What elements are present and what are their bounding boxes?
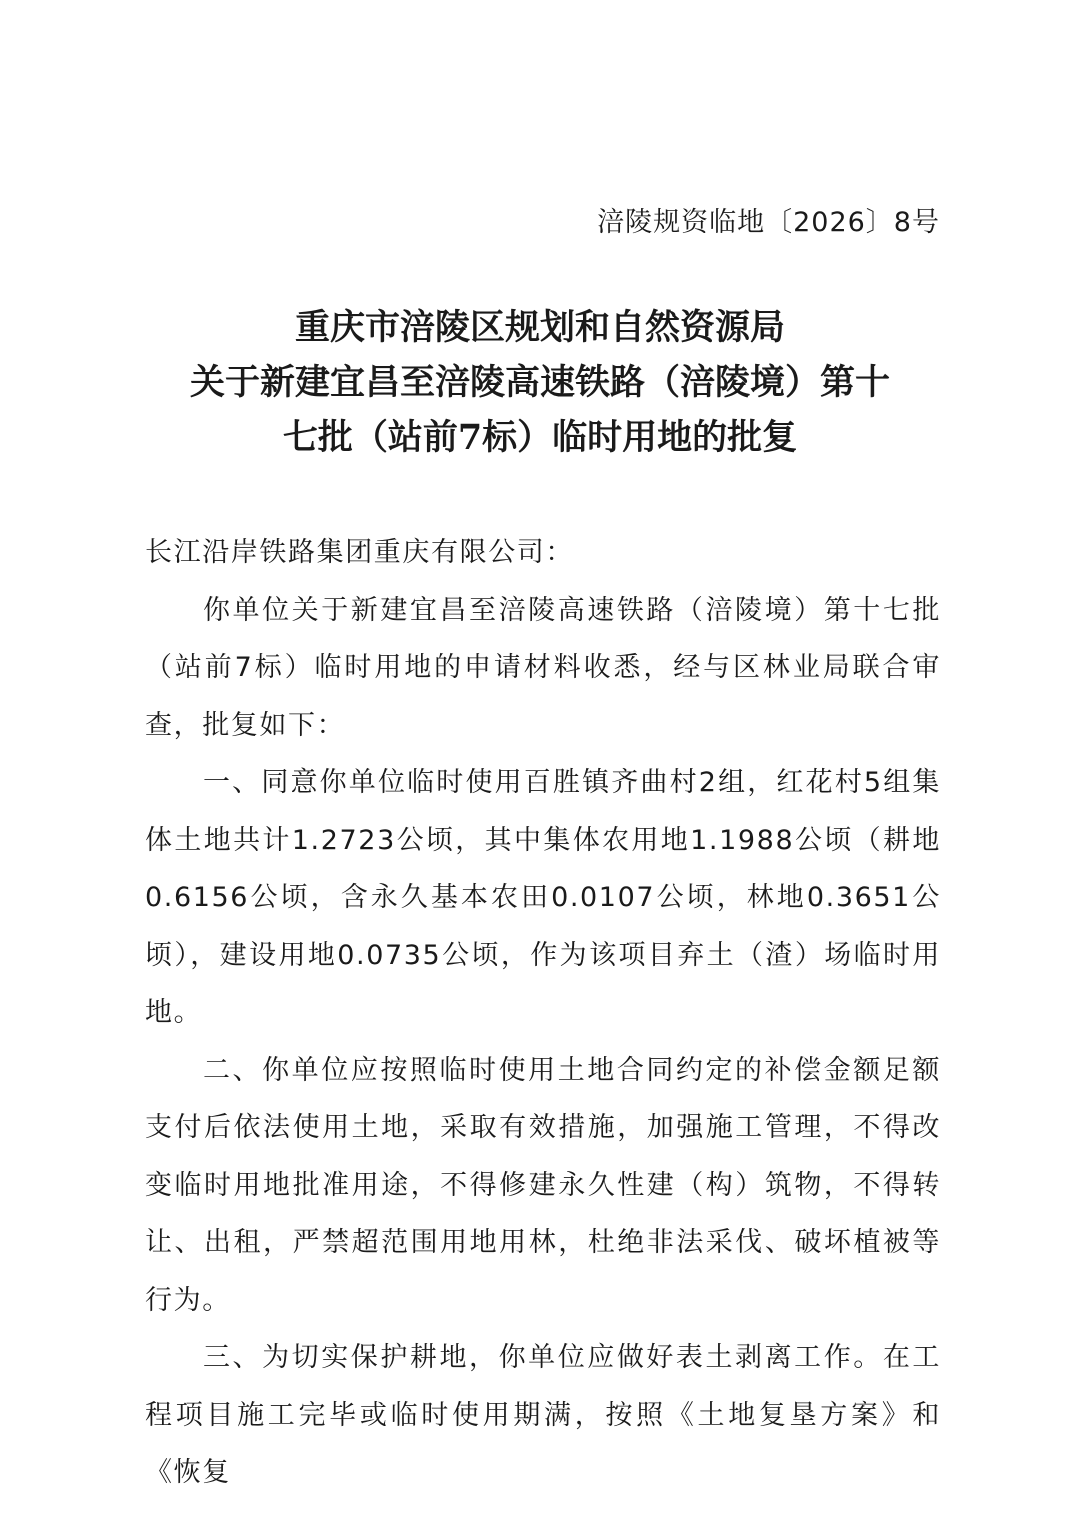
title-line-3: 七批（站前7标）临时用地的批复 [282,417,798,458]
document-body [145,524,941,1502]
paragraph-item-3: 三、为切实保护耕地，你单位应做好表土剥离工作。在工程项目施工完毕或临时使用期满，按照《土地复垦方案》和《恢复 [145,1342,941,1488]
paragraph-item-2: 二、你单位应按照临时使用土地合同约定的补偿金额足额支付后依法使用土地，采取有效措施，加强施工管理，不得改变临时用地批准用途，不得修建永久性建（构）筑物，不得转让、出租，严禁超范围用地用林，杜绝非法采伐、破坏植被等行为。 [145,1054,941,1316]
recipient: 长江沿岸铁路集团重庆有限公司： [145,537,574,568]
paragraph-item-1: 一、同意你单位临时使用百胜镇齐曲村2组，红花村5组集体土地共计1.2723公顷，其中集体农用地1.1988公顷（耕地0.6156公顷，含永久基本农田0.0107公顷，林地0.3651公顷），建设用地0.0735公顷，作为该项目弃土（渣）场临时用地。 [145,767,941,1028]
title-line-1: 重庆市涪陵区规划和自然资源局 [294,307,785,348]
paragraph-intro: 你单位关于新建宜昌至涪陵高速铁路（涪陵境）第十七批（站前7标）临时用地的申请材料收悉，经与区林业局联合审查，批复如下： [145,594,941,741]
title-line-2: 关于新建宜昌至涪陵高速铁路（涪陵境）第十 [189,362,890,403]
document-title [140,300,940,465]
document-number: 涪陵规资临地〔2026〕8号 [597,207,940,238]
